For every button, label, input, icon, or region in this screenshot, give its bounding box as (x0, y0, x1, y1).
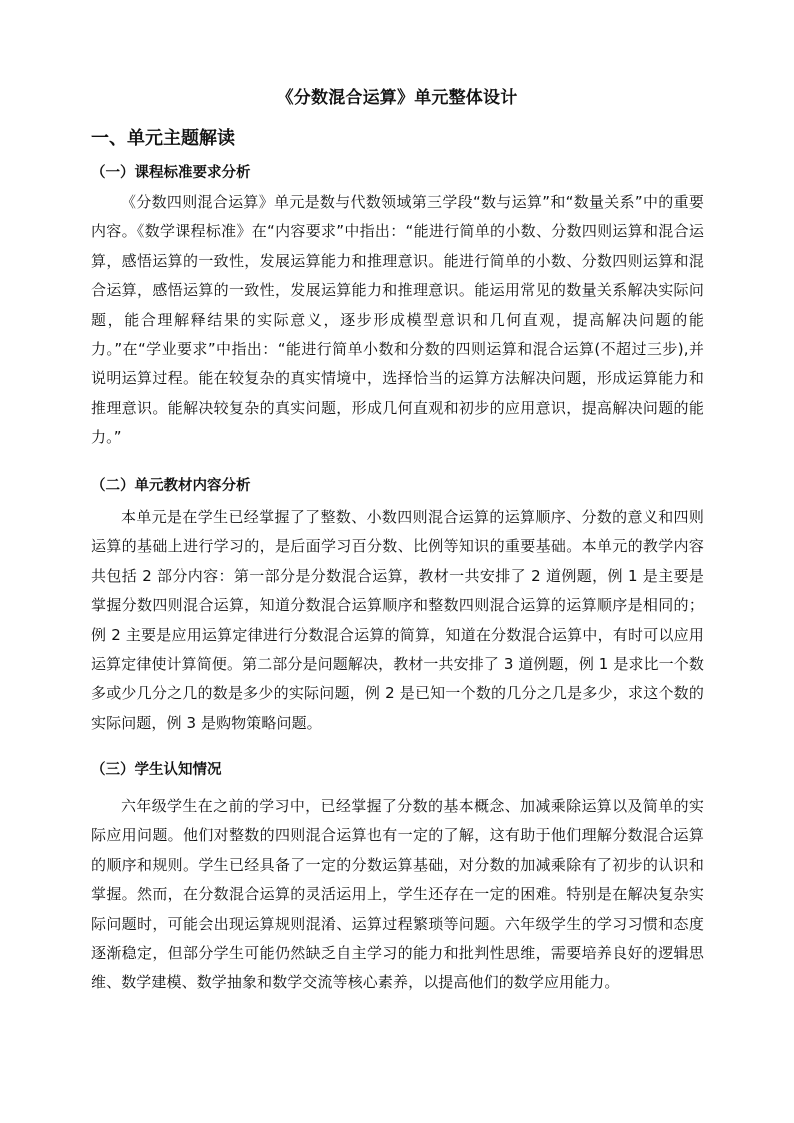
subsection-heading-textbook-content: （二）单元教材内容分析 (91, 478, 251, 494)
paragraph-student-cognition: 六年级学生在之前的学习中，已经掌握了分数的基本概念、加减乘除运算以及简单的实际应用问题。他们对整数的四则混合运算也有一定的了解，这有助于他们理解分数混合运算的顺序和规则。学生已经具备了一定的分数运算基础，对分数的加减乘除有了初步的认识和掌握。然而，在分数混合运算的灵活运用上，学生还存在一定的困难。特别是在解决复杂实际问题时，可能会出现运算规则混淆、运算过程繁琐等问题。六年级学生的学习习惯和态度逐渐稳定，但部分学生可能仍然缺乏自主学习的能力和批判性思维，需要培养良好的逻辑思维、数学建模、数学抽象和数学交流等核心素养，以提高他们的数学应用能力。 (91, 797, 704, 992)
paragraph-curriculum-standards: 《分数四则混合运算》单元是数与代数领域第三学段“数与运算”和“数量关系”中的重要内容。《数学课程标准》在“内容要求”中指出：“能进行简单的小数、分数四则运算和混合运算，感悟运算的一致性，发展运算能力和推理意识。能进行简单的小数、分数四则运算和混合运算，感悟运算的一致性，发展运算能力和推理意识。能运用常见的数量关系解决实际问题，能合理解释结果的实际意义，逐步形成模型意识和几何直观，提高解决问题的能力。”在“学业要求”中指出：“能进行简单小数和分数的四则运算和混合运算(不超过三步),并说明运算过程。能在较复杂的真实情境中，选择恰当的运算方法解决问题，形成运算能力和推理意识。能解决较复杂的真实问题，形成几何直观和初步的应用意识，提高解决问题的能力。” (91, 193, 704, 447)
paragraph-textbook-content: 本单元是在学生已经掌握了了整数、小数四则混合运算的运算顺序、分数的意义和四则运算的基础上进行学习的，是后面学习百分数、比例等知识的重要基础。本单元的教学内容共包括 2 部分内容：第一部分是分数混合运算，教材一共安排了 2 道例题，例 1 是主要是掌握分数四则混合运算，知道分数混合运算顺序和整数四则混合运算的运算顺序是相同的；例 2 主要是应用运算定律进行分数混合运算的简算，知道在分数混合运算中，有时可以应用运算定律使计算简便。第二部分是问题解决，教材一共安排了 3 道例题，例 1 是求比一个数多或少几分之几的数是多少的实际问题，例 2 是已知一个数的几分之几是多少，求这个数的实际问题，例 3 是购物策略问题。 (91, 508, 704, 732)
section-heading-unit-theme: 一、单元主题解读 (91, 128, 235, 149)
subsection-heading-curriculum-standards: （一）课程标准要求分析 (91, 165, 251, 181)
document-title: 《分数混合运算》单元整体设计 (276, 88, 518, 108)
subsection-heading-student-cognition: （三）学生认知情况 (91, 762, 222, 778)
